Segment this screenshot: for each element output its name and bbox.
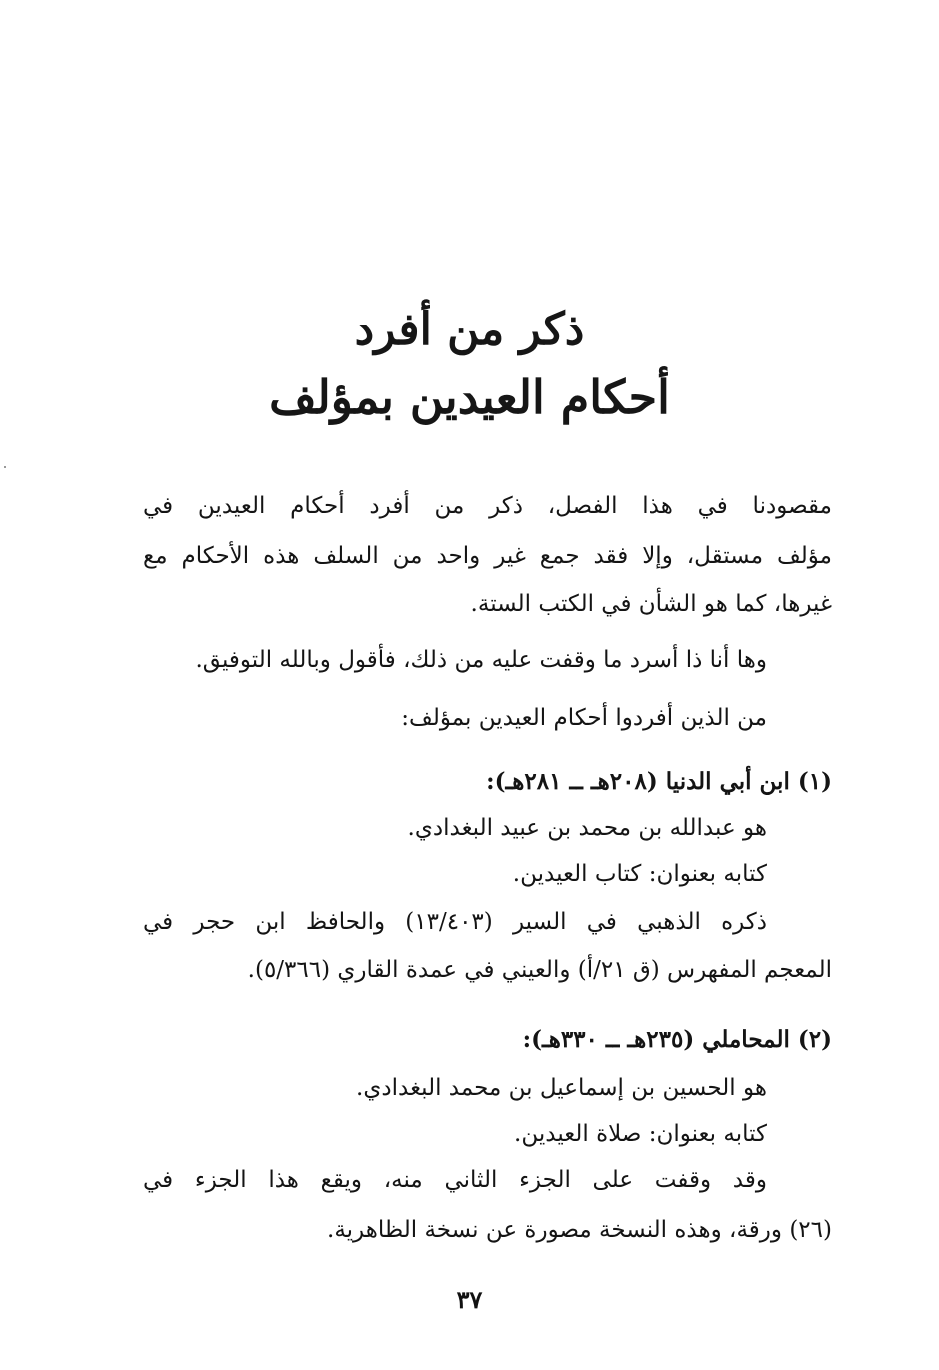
page-number: ٣٧ [456,1285,483,1314]
entry-2-identity: هو الحسين بن إسماعيل بن محمد البغدادي. [356,1075,767,1101]
entry-1-book-title: كتابه بعنوان: كتاب العيدين. [512,861,767,887]
entry-1-reference-line-2: المعجم المفهرس (ق ٢١/أ) والعيني في عمدة القاري (٥/٣٦٦). [247,957,832,983]
intro-line-3: غيرها، كما هو الشأن في الكتب الستة. [470,591,832,617]
scan-speck [4,466,6,468]
entry-1-heading: (١) ابن أبي الدنيا (٢٠٨هـ ــ ٢٨١هـ): [486,768,832,795]
intro-paragraph-2: وها أنا ذا أسرد ما وقفت عليه من ذلك، فأقول وبالله التوفيق. [195,647,767,673]
entry-2-reference-line-2: (٢٦) ورقة، وهذه النسخة مصورة عن نسخة الظاهرية. [327,1217,832,1243]
entry-1-identity: هو عبدالله بن محمد بن عبيد البغدادي. [407,815,767,841]
chapter-title-line-1: ذكر من أفرد [354,304,585,355]
entry-1-reference-line-1: ذكره الذهبي في السير (١٣/٤٠٣) والحافظ ابن حجر في [143,909,768,935]
entry-2-book-title: كتابه بعنوان: صلاة العيدين. [514,1121,767,1147]
intro-line-1: مقصودنا في هذا الفصل، ذكر من أفرد أحكام العيدين في [143,493,832,519]
chapter-title-line-2: أحكام العيدين بمؤلف [269,370,670,424]
intro-paragraph-3: من الذين أفردوا أحكام العيدين بمؤلف: [401,705,767,731]
entry-2-heading: (٢) المحاملي (٢٣٥هـ ــ ٣٣٠هـ): [522,1026,832,1053]
entry-2-reference-line-1: وقد وقفت على الجزء الثاني منه، ويقع هذا الجزء في [143,1167,767,1193]
intro-line-2: مؤلف مستقل، وإلا فقد جمع غير واحد من السلف هذه الأحكام مع [143,543,832,569]
